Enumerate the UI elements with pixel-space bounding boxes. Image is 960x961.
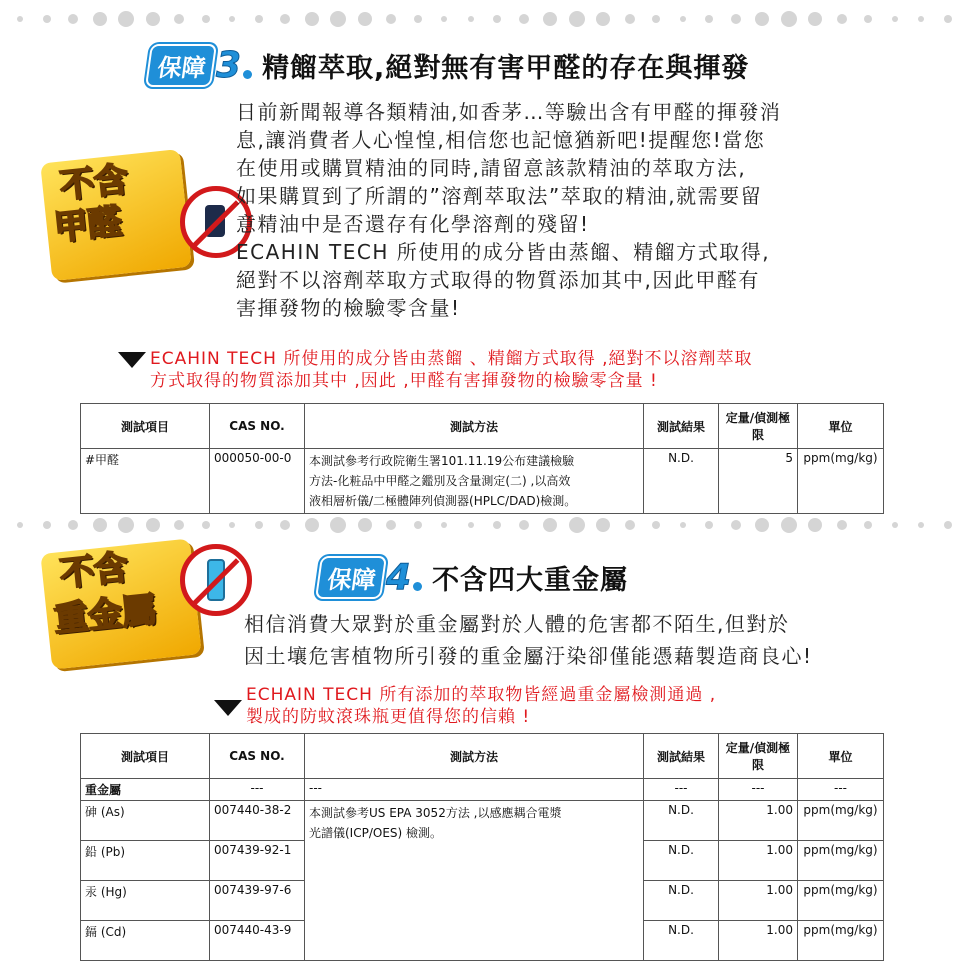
decorative-dot — [918, 522, 924, 528]
header-test-method: 測試方法 — [305, 404, 644, 449]
decorative-dot — [755, 12, 769, 26]
cell-result: N.D. — [644, 449, 719, 514]
table-row — [81, 449, 884, 514]
decorative-dot — [705, 521, 713, 529]
decorative-dot — [808, 12, 822, 26]
decorative-dot — [837, 520, 847, 530]
method-line: 方法-化粧品中甲醛之鑑別及含量測定(二) ,以高效 — [309, 474, 571, 488]
decorative-dot — [229, 16, 235, 22]
highlight-line: ECAHIN TECH 所使用的成分皆由蒸餾 、精餾方式取得 ,絕對不以溶劑萃取 — [150, 349, 753, 369]
cell-result: N.D. — [644, 881, 719, 921]
down-arrow-icon — [118, 352, 146, 368]
decorative-dot — [43, 15, 51, 23]
section3-highlight — [150, 348, 890, 392]
decorative-dot — [680, 16, 686, 22]
decorative-dot — [755, 518, 769, 532]
cell-unit: ppm(mg/kg) — [798, 921, 884, 961]
down-arrow-icon — [214, 700, 242, 716]
cell-item: #甲醛 — [81, 449, 210, 514]
decorative-dot — [174, 14, 184, 24]
decorative-dot — [414, 15, 422, 23]
table-row-group — [81, 779, 884, 801]
decorative-dot — [305, 518, 319, 532]
decorative-dot — [596, 518, 610, 532]
method-line: 本測試參考行政院衛生署101.11.19公布建議檢驗 — [309, 454, 575, 468]
cell-item: 鉛 (Pb) — [81, 841, 210, 881]
decorative-dot — [493, 521, 501, 529]
decorative-dot — [918, 16, 924, 22]
paragraph-line: 在使用或購買精油的同時,請留意該款精油的萃取方法, — [236, 156, 747, 180]
paragraph-line: 絕對不以溶劑萃取方式取得的物質添加其中,因此甲醛有 — [236, 268, 760, 292]
bullet-dot-icon — [243, 70, 252, 79]
header-cas-no: CAS NO. — [210, 734, 305, 779]
cell-unit: ppm(mg/kg) — [798, 841, 884, 881]
dot-divider-top — [0, 10, 960, 28]
header-test-item: 測試項目 — [81, 734, 210, 779]
method-line: 液相層析儀/二極體陣列偵測器(HPLC/DAD)檢測。 — [309, 494, 577, 508]
cell-cas: 007439-97-6 — [210, 881, 305, 921]
decorative-dot — [229, 522, 235, 528]
cell-unit: ppm(mg/kg) — [798, 801, 884, 841]
decorative-dot — [808, 518, 822, 532]
paragraph-line: 如果購買到了所謂的”溶劑萃取法”萃取的精油,就需要留 — [236, 184, 763, 208]
cell-item: 砷 (As) — [81, 801, 210, 841]
header-limit: 定量/偵測極限 — [719, 734, 798, 779]
decorative-dot — [543, 12, 557, 26]
decorative-dot — [358, 518, 372, 532]
decorative-dot — [280, 520, 290, 530]
cell-unit: ppm(mg/kg) — [798, 449, 884, 514]
paragraph-line: 害揮發物的檢驗零含量! — [236, 296, 461, 320]
decorative-dot — [68, 14, 78, 24]
decorative-dot — [386, 520, 396, 530]
cell-cas: --- — [210, 779, 305, 801]
section3-title: 精餾萃取,絕對無有害甲醛的存在與揮發 — [262, 53, 750, 84]
cell-limit: 1.00 — [719, 881, 798, 921]
decorative-dot — [386, 14, 396, 24]
decorative-dot — [519, 520, 529, 530]
decorative-dot — [944, 521, 952, 529]
decorative-dot — [652, 15, 660, 23]
decorative-dot — [596, 12, 610, 26]
cell-result: --- — [644, 779, 719, 801]
decorative-dot — [705, 15, 713, 23]
header-limit: 定量/偵測極限 — [719, 404, 798, 449]
decorative-dot — [330, 517, 346, 533]
header-test-item: 測試項目 — [81, 404, 210, 449]
decorative-dot — [837, 14, 847, 24]
decorative-dot — [93, 12, 107, 26]
no-heavy-metal-emblem — [40, 538, 240, 668]
decorative-dot — [864, 521, 872, 529]
cell-limit: 5 — [719, 449, 798, 514]
decorative-dot — [305, 12, 319, 26]
decorative-dot — [781, 517, 797, 533]
decorative-dot — [569, 517, 585, 533]
decorative-dot — [202, 521, 210, 529]
cell-item: 汞 (Hg) — [81, 881, 210, 921]
paragraph-line: 因土壤危害植物所引發的重金屬汙染卻僅能憑藉製造商良心! — [244, 644, 813, 668]
emblem-text-line2: 甲醛 — [52, 201, 124, 249]
dot-divider-middle — [0, 516, 960, 534]
decorative-dot — [731, 520, 741, 530]
cell-method — [305, 449, 644, 514]
cell-method: --- — [305, 779, 644, 801]
cell-unit: ppm(mg/kg) — [798, 881, 884, 921]
decorative-dot — [174, 520, 184, 530]
heavy-metal-test-table — [80, 733, 884, 961]
table-header-row — [81, 404, 884, 449]
decorative-dot — [864, 15, 872, 23]
decorative-dot — [519, 14, 529, 24]
section4-highlight — [246, 684, 866, 728]
cell-limit: 1.00 — [719, 801, 798, 841]
header-test-method: 測試方法 — [305, 734, 644, 779]
decorative-dot — [441, 16, 447, 22]
cell-unit: --- — [798, 779, 884, 801]
prohibited-test-tube-icon — [180, 544, 252, 616]
cell-result: N.D. — [644, 801, 719, 841]
bullet-dot-icon — [413, 582, 422, 591]
decorative-dot — [202, 15, 210, 23]
guarantee-number: 3 — [216, 45, 242, 86]
cell-method — [305, 801, 644, 961]
decorative-dot — [543, 518, 557, 532]
cell-limit: 1.00 — [719, 841, 798, 881]
decorative-dot — [468, 522, 474, 528]
section3-heading — [148, 44, 749, 87]
highlight-line: 製成的防蚊滾珠瓶更值得您的信賴 ! — [246, 707, 531, 727]
decorative-dot — [892, 522, 898, 528]
cell-limit: 1.00 — [719, 921, 798, 961]
guarantee-badge: 保障 — [315, 556, 387, 599]
paragraph-line: 意精油中是否還存有化學溶劑的殘留! — [236, 212, 590, 236]
decorative-dot — [625, 14, 635, 24]
header-cas-no: CAS NO. — [210, 404, 305, 449]
highlight-line: ECHAIN TECH 所有添加的萃取物皆經過重金屬檢測通過 , — [246, 685, 717, 705]
decorative-dot — [358, 12, 372, 26]
decorative-dot — [68, 520, 78, 530]
method-line: 本測試參考US EPA 3052方法 ,以感應耦合電漿 — [309, 806, 562, 820]
paragraph-line: 息,讓消費者人心惶惶,相信您也記憶猶新吧!提醒您!當您 — [236, 128, 766, 152]
cell-item: 重金屬 — [81, 779, 210, 801]
decorative-dot — [255, 521, 263, 529]
cell-item: 鎘 (Cd) — [81, 921, 210, 961]
decorative-dot — [118, 11, 134, 27]
section4-heading — [318, 556, 628, 599]
section3-paragraph — [236, 98, 876, 322]
header-unit: 單位 — [798, 734, 884, 779]
decorative-dot — [625, 520, 635, 530]
formaldehyde-test-table — [80, 403, 884, 514]
decorative-dot — [468, 16, 474, 22]
decorative-dot — [146, 12, 160, 26]
cell-result: N.D. — [644, 841, 719, 881]
decorative-dot — [118, 517, 134, 533]
header-test-result: 測試結果 — [644, 734, 719, 779]
method-line: 光譜儀(ICP/OES) 檢測。 — [309, 826, 443, 840]
decorative-dot — [892, 16, 898, 22]
decorative-dot — [414, 521, 422, 529]
cell-limit: --- — [719, 779, 798, 801]
guarantee-number: 4 — [386, 557, 412, 598]
paragraph-line: 日前新聞報導各類精油,如香茅…等驗出含有甲醛的揮發消 — [236, 100, 782, 124]
cell-cas: 007439-92-1 — [210, 841, 305, 881]
table-header-row — [81, 734, 884, 779]
decorative-dot — [17, 522, 23, 528]
decorative-dot — [146, 518, 160, 532]
decorative-dot — [569, 11, 585, 27]
decorative-dot — [255, 15, 263, 23]
decorative-dot — [493, 15, 501, 23]
decorative-dot — [781, 11, 797, 27]
decorative-dot — [441, 522, 447, 528]
paragraph-line: 相信消費大眾對於重金屬對於人體的危害都不陌生,但對於 — [244, 612, 790, 636]
cell-result: N.D. — [644, 921, 719, 961]
cell-cas: 000050-00-0 — [210, 449, 305, 514]
cell-cas: 007440-43-9 — [210, 921, 305, 961]
decorative-dot — [680, 522, 686, 528]
section4-title: 不含四大重金屬 — [432, 565, 629, 596]
decorative-dot — [17, 16, 23, 22]
header-unit: 單位 — [798, 404, 884, 449]
table-row — [81, 801, 884, 841]
decorative-dot — [93, 518, 107, 532]
decorative-dot — [731, 14, 741, 24]
decorative-dot — [944, 15, 952, 23]
emblem-text-line1: 不含 — [58, 547, 130, 595]
paragraph-line: ECAHIN TECH 所使用的成分皆由蒸餾、精餾方式取得, — [236, 240, 771, 264]
cell-cas: 007440-38-2 — [210, 801, 305, 841]
highlight-line: 方式取得的物質添加其中 ,因此 ,甲醛有害揮發物的檢驗零含量 ! — [150, 371, 658, 391]
decorative-dot — [280, 14, 290, 24]
decorative-dot — [330, 11, 346, 27]
no-formaldehyde-emblem — [40, 150, 240, 280]
decorative-dot — [43, 521, 51, 529]
emblem-text-line2: 重金屬 — [52, 589, 158, 641]
decorative-dot — [652, 521, 660, 529]
header-test-result: 測試結果 — [644, 404, 719, 449]
emblem-text-line1: 不含 — [58, 159, 130, 207]
guarantee-badge: 保障 — [145, 44, 217, 87]
section4-paragraph — [244, 608, 884, 672]
